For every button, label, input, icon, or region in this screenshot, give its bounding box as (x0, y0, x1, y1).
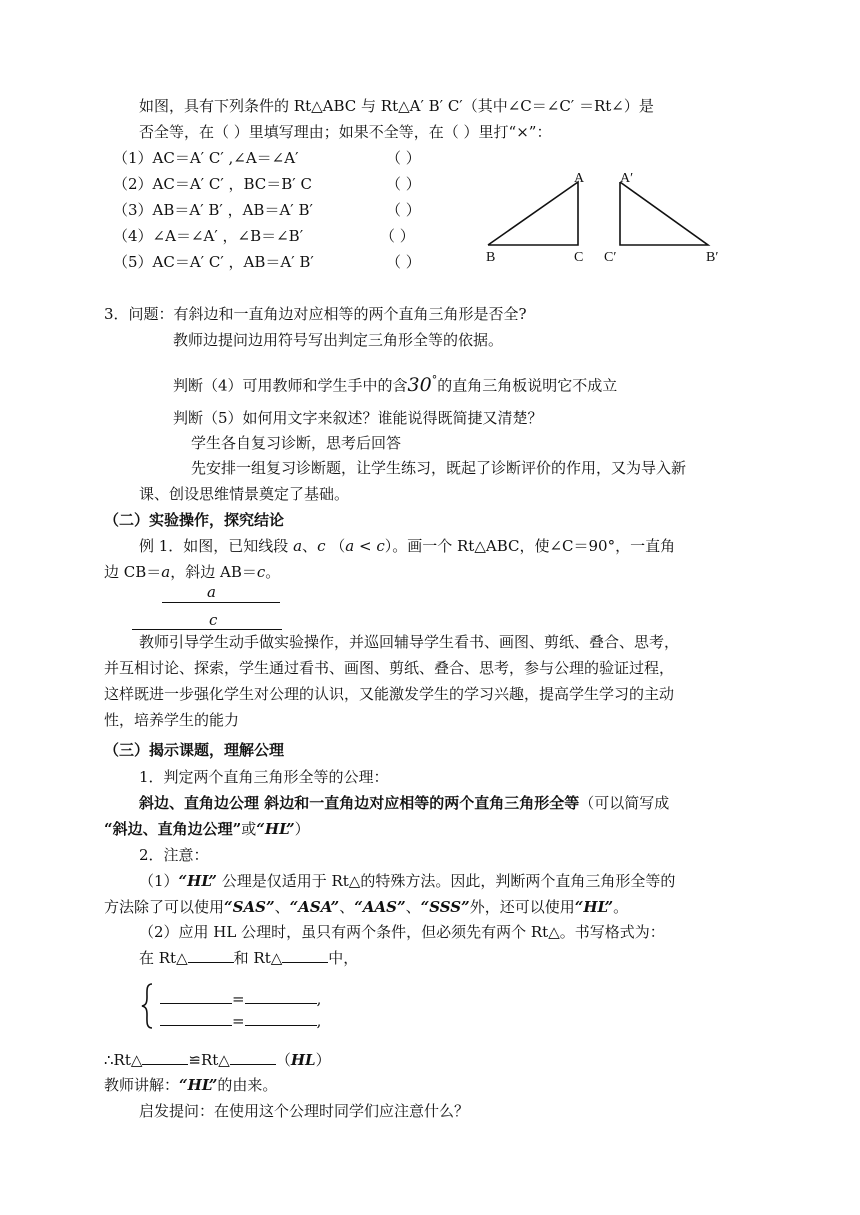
intro-line-2: 否全等，在（ ）里填写理由；如果不全等，在（ ）里打“×”： (139, 123, 552, 141)
section2-para-2: 并互相讨论、探索，学生通过看书、画图、剪纸、叠合、思考，参与公理的验证过程， (104, 659, 675, 677)
q3-line-6: 课、创设思维情景奠定了基础。 (139, 485, 350, 503)
triangles-figure (470, 160, 740, 270)
section3-heading: （三）揭示课题，理解公理 (104, 741, 285, 759)
segment-a (162, 602, 280, 603)
prompt-line: 启发提问：在使用这个公理时同学们应注意什么？ (139, 1102, 470, 1120)
section2-para-4: 性，培养学生的能力 (104, 711, 240, 729)
format-line: 在 Rt△ 和 Rt△ 中， (139, 949, 359, 967)
blank-field (230, 1050, 276, 1065)
q3-line-3: 判断（5）如何用文字来叙述？谁能说得既简捷又清楚？ (173, 409, 543, 427)
section3-item-1: 1．判定两个直角三角形全等的公理： (139, 768, 389, 786)
therefore-line: ∴Rt△ ≌Rt△ （HL） (104, 1051, 331, 1069)
label-b-prime: B′ (706, 250, 719, 265)
example1-line-2: 边 CB＝a，斜边 AB＝c。 (104, 563, 281, 581)
q3-line-4: 学生各自复习诊断，思考后回答 (191, 434, 402, 452)
section2-para-1: 教师引导学生动手做实验操作，并巡回辅导学生看书、画图、剪纸、叠合、思考， (139, 633, 680, 651)
triangle-a-prime-b-prime-c-prime (620, 182, 708, 245)
q3-line-1: 教师边提问边用符号写出判定三角形全等的依据。 (173, 331, 504, 349)
example1-line-1: 例 1．如图，已知线段 a、c （a < c）。画一个 Rt△ABC，使∠C＝90°，一直角 (139, 537, 676, 555)
section3-item-2: 2．注意： (139, 846, 209, 864)
segment-c (132, 629, 282, 630)
q3-title: 3．问题：有斜边和一直角边对应相等的两个直角三角形是否全? (104, 305, 527, 323)
blank-field (188, 948, 234, 963)
blank-field (160, 1011, 232, 1026)
condition-item: （1）AC＝A′ C′ ,∠A＝∠A′ (113, 149, 299, 167)
condition-item: （3）AB＝A′ B′ ，AB＝A′ B′ (113, 201, 313, 219)
axiom-line: 斜边、直角边公理 斜边和一直角边对应相等的两个直角三角形全等（可以简写成 (139, 794, 670, 812)
label-a-prime: A′ (620, 171, 634, 186)
axiom-abbr-line: “斜边、直角边公理”或“HL”） (104, 820, 310, 838)
condition-item: （5）AC＝A′ C′ ，AB＝A′ B′ (113, 253, 314, 271)
condition-answer-paren: （ ） (386, 175, 421, 193)
condition-item: （2）AC＝A′ C′ ，BC＝B′ C (113, 175, 312, 193)
teacher-line: 教师讲解：“HL”的由来。 (104, 1076, 278, 1094)
segment-a-label: a (207, 583, 216, 601)
brace-icon (140, 983, 154, 1029)
blank-field (245, 1011, 317, 1026)
segment-c-label: c (209, 611, 218, 629)
q3-line-2: 判断（4）可用教师和学生手中的含30°的直角三角板说明它不成立 (173, 374, 618, 397)
condition-answer-paren: （ ） (386, 201, 421, 219)
section2-para-3: 这样既进一步强化学生对公理的认识，又能激发学生的学习兴趣，提高学生学习的主动 (104, 685, 675, 703)
note-2-line: （2）应用 HL 公理时，虽只有两个条件，但必须先有两个 Rt△。书写格式为： (139, 923, 665, 941)
label-c-prime: C′ (604, 250, 617, 265)
label-c: C (574, 250, 584, 265)
blank-field (245, 989, 317, 1004)
note-1-line: （1）“HL” 公理是仅适用于 Rt△的特殊方法。因此，判断两个直角三角形全等的 (139, 872, 676, 890)
label-b: B (486, 250, 496, 265)
condition-item: （4）∠A＝∠A′ ，∠B＝∠B′ (113, 227, 304, 245)
note-1-line-2: 方法除了可以使用“SAS”、“ASA”、“AAS”、“SSS”外，还可以使用“HL”。 (104, 898, 629, 916)
condition-answer-paren: （ ） (386, 253, 421, 271)
q3-line-5: 先安排一组复习诊断题，让学生练习，既起了诊断评价的作用，又为导入新 (191, 459, 687, 477)
label-a: A (574, 171, 585, 186)
blank-field (160, 989, 232, 1004)
triangle-abc (488, 182, 578, 245)
brace-row-2: = , (160, 1011, 321, 1031)
condition-answer-paren: （ ） (386, 149, 421, 167)
blank-field (282, 948, 328, 963)
brace-row-1: = , (160, 989, 321, 1009)
angle-30: 30° (407, 374, 438, 397)
section2-heading: （二）实验操作，探究结论 (104, 511, 285, 529)
intro-line-1: 如图，具有下列条件的 Rt△ABC 与 Rt△A′ B′ C′（其中∠C＝∠C′ ＝Rt∠）是 (139, 97, 654, 115)
condition-answer-paren: （ ） (380, 227, 415, 245)
blank-field (142, 1050, 188, 1065)
